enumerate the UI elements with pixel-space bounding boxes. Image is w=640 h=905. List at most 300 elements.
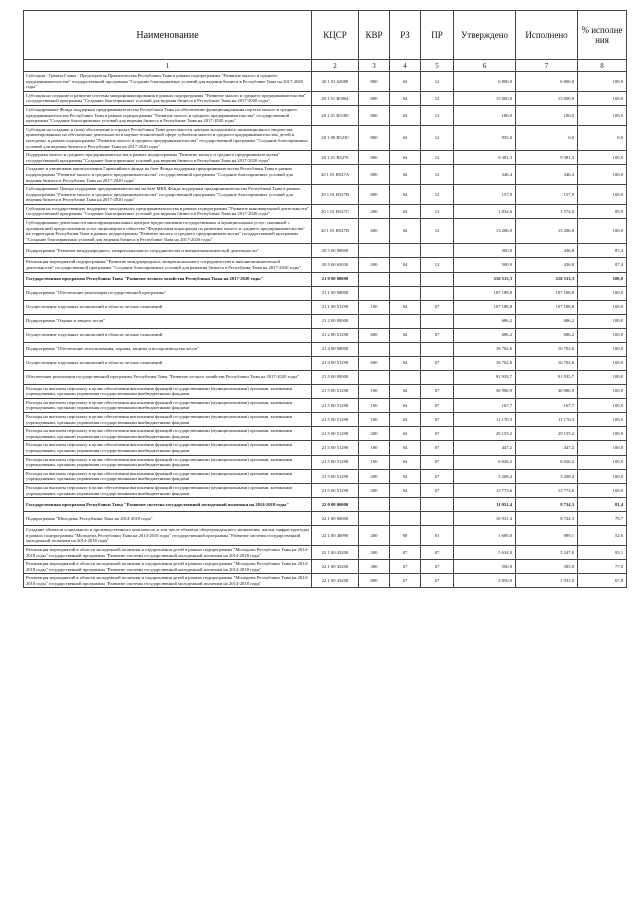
table-row (24, 512, 627, 526)
row-kcsr: 20 1 01 R5180 (312, 105, 359, 125)
row-name: Расходы на выплаты персоналу в целях обеспечения выполнения функций государственными (муниципальными) органами, казенными учреждениями, органами управления государственными внебюджетными фондами (24, 398, 312, 412)
row-pr: 12 (421, 91, 454, 105)
row-pr (421, 512, 454, 526)
row-percent: 79,7 (578, 512, 627, 526)
header-executed: Исполнено (516, 11, 578, 60)
row-executed: 8 724,3 (516, 512, 578, 526)
row-rz: 04 (390, 384, 421, 398)
row-executed: 13 206,0 (516, 219, 578, 244)
row-percent: 100,0 (578, 356, 627, 370)
row-executed: 3 208,4 (516, 469, 578, 483)
row-percent: 67,8 (578, 574, 627, 588)
row-rz: 04 (390, 413, 421, 427)
row-executed: 447,2 (516, 441, 578, 455)
row-approved: 157,9 (454, 185, 516, 205)
row-pr: 07 (421, 384, 454, 398)
row-kvr: 200 (359, 545, 390, 559)
row-kvr: 200 (359, 204, 390, 218)
row-name: Субсидирование деятельности многофункциональных центров предоставления государственных и муниципальных услуг, связанной с организацией предоставления услуг акционерного общества "Федеральная корпорация по развитию малого и среднего предпринимательства" на территории Республики Тыва в рамках подпрограммы "Развитие малого и среднего предпринимательства" государственной программы "Создание благоприятных условий для ведения бизнеса в Республике Тыва на 2017-2020 годы" (24, 219, 312, 244)
table-row (24, 151, 627, 165)
row-kcsr: 21 2 00 00000 (312, 314, 359, 328)
row-rz (390, 286, 421, 300)
column-number: 7 (516, 60, 578, 72)
row-kvr: 100 (359, 455, 390, 469)
row-kcsr: 21 1 00 51290 (312, 300, 359, 314)
row-executed: 11 170,3 (516, 413, 578, 427)
row-percent: 100,0 (578, 342, 627, 356)
row-approved: 180,0 (454, 105, 516, 125)
row-name: Реализация мероприятий подпрограммы "Развитие международного, межрегионального сотрудничества и внешнеэкономической деятельности" государственной программы "Создание благоприятных условий для развития бизнеса в Республике Тыва на 2017-2020 годы" (24, 258, 312, 272)
column-number: 1 (24, 60, 312, 72)
row-percent: 100,0 (578, 384, 627, 398)
row-rz (390, 512, 421, 526)
row-rz: 04 (390, 483, 421, 497)
table-row (24, 244, 627, 258)
row-pr: 12 (421, 105, 454, 125)
row-kcsr: 21 5 00 51290 (312, 483, 359, 497)
row-approved: 13 206,0 (454, 219, 516, 244)
row-kcsr: 22 0 00 00000 (312, 498, 359, 512)
table-row (24, 413, 627, 427)
row-kcsr: 21 5 00 51290 (312, 427, 359, 441)
row-name: Подпрограмма "Обеспечение реализации государственной программы" (24, 286, 312, 300)
row-rz (390, 314, 421, 328)
table-row (24, 286, 627, 300)
table-row (24, 91, 627, 105)
column-number: 6 (454, 60, 516, 72)
row-rz: 04 (390, 258, 421, 272)
row-approved: 6 026,2 (454, 455, 516, 469)
row-executed: 436,8 (516, 258, 578, 272)
row-rz: 04 (390, 441, 421, 455)
row-approved: 107 188,8 (454, 286, 516, 300)
row-executed: 16 702,6 (516, 342, 578, 356)
row-percent: 100,0 (578, 370, 627, 384)
table-header (24, 11, 627, 72)
row-kvr: 800 (359, 105, 390, 125)
row-kvr: 200 (359, 258, 390, 272)
row-approved: 1 689,0 (454, 526, 516, 546)
table-row (24, 219, 627, 244)
row-rz: 04 (390, 219, 421, 244)
row-pr: 07 (421, 483, 454, 497)
row-approved: 11 170,3 (454, 413, 516, 427)
row-kcsr: 20 1 01 R527D (312, 219, 359, 244)
row-approved: 2 850,0 (454, 574, 516, 588)
row-rz: 04 (390, 455, 421, 469)
row-executed: 686,2 (516, 314, 578, 328)
row-kvr: 200 (359, 526, 390, 546)
row-percent: 100,0 (578, 219, 627, 244)
row-approved: 91 935,7 (454, 370, 516, 384)
table-row (24, 384, 627, 398)
row-kcsr: 21 5 00 51290 (312, 469, 359, 483)
row-name: Субсидия - Гранты Главы - Председателя Правительства Республики Тыва в рамках подпрограммы "Развитие малого и среднего предпринимательства" государственной программы "Создание благоприятных условий для ведения бизнеса в Республике Тыва на 2017-2020 годы" (24, 72, 312, 92)
row-name: Расходы на выплаты персоналу в целях обеспечения выполнения функций государственными (муниципальными) органами, казенными учреждениями, органами управления государственными внебюджетными фондами (24, 455, 312, 469)
row-percent: 100,0 (578, 72, 627, 92)
row-name: Государственная программа Республики Тыва "Развитие системы государственной молодежной политики на 2014-2018 годы" (24, 498, 312, 512)
row-pr: 07 (421, 545, 454, 559)
row-rz: 08 (390, 526, 421, 546)
row-rz: 04 (390, 427, 421, 441)
row-percent: 100,0 (578, 91, 627, 105)
row-kvr: 300 (359, 560, 390, 574)
table-row (24, 342, 627, 356)
row-rz: 04 (390, 165, 421, 185)
row-approved: 16 702,6 (454, 356, 516, 370)
row-approved: 16 702,6 (454, 342, 516, 356)
row-pr: 07 (421, 574, 454, 588)
row-approved: 9 381,3 (454, 151, 516, 165)
row-name: Государственная программа Республики Тыва "Развитие лесного хозяйства Республики Тыва на 2017-2020 годы" (24, 272, 312, 286)
row-percent: 0,0 (578, 125, 627, 150)
table-row (24, 455, 627, 469)
row-approved: 955,0 (454, 125, 516, 150)
table-row (24, 526, 627, 546)
row-name: Субсидирование Фонда поддержки предпринимательства Республики Тыва на обеспечение функционирования портала малого и среднего предпринимательства Республики Тыва в рамках подпрограммы "Развитие малого и среднего предпринимательства" государственной программы "Создание благоприятных условий для ведения бизнеса в Республике Тыва на 2017-2020 годы" (24, 105, 312, 125)
row-approved: 107 188,8 (454, 300, 516, 314)
row-executed: 6 800,0 (516, 72, 578, 92)
table-row (24, 328, 627, 342)
row-approved: 167,7 (454, 398, 516, 412)
row-name: Поддержка малого и среднего предпринимательства в рамках подпрограммы "Развитие малого и среднего предпринимательства" государственной программы "Создание благоприятных условий для ведения бизнеса в Республике Тыва на 2017-2020 годы" (24, 151, 312, 165)
row-kcsr: 20 1 01 R527A (312, 165, 359, 185)
header-approved: Утверждено (454, 11, 516, 60)
row-name: Расходы на выплаты персоналу в целях обеспечения выполнения функций государственными (муниципальными) органами, казенными учреждениями, органами управления государственными внебюджетными фондами (24, 427, 312, 441)
row-name: Подпрограмма "Обеспечение использования, охраны, защиты и воспроизводства лесов" (24, 342, 312, 356)
row-name: Реализация мероприятий в области молодежной политики и оздоровления детей в рамках подпрограммы "Молодежь Республики Тыва на 2014-2018 годы" государственной программы "Развитие системы государственной молодежной политики на 2014-2018 годы" (24, 545, 312, 559)
row-kcsr: 20 1 01 R527C (312, 204, 359, 218)
row-name: Подпрограмма "Охрана и защита лесов" (24, 314, 312, 328)
row-percent: 100,0 (578, 105, 627, 125)
column-number: 5 (421, 60, 454, 72)
row-pr: 12 (421, 204, 454, 218)
row-executed: 29 155,2 (516, 427, 578, 441)
row-executed: 107 188,8 (516, 300, 578, 314)
row-kcsr: 22 1 00 43200 (312, 545, 359, 559)
row-pr: 12 (421, 72, 454, 92)
row-kvr (359, 512, 390, 526)
table-row (24, 560, 627, 574)
row-approved: 3 208,4 (454, 469, 516, 483)
row-executed: 436,8 (516, 244, 578, 258)
row-executed: 91 935,7 (516, 370, 578, 384)
row-rz (390, 272, 421, 286)
row-executed: 16 702,6 (516, 356, 578, 370)
row-executed: 6 026,2 (516, 455, 578, 469)
row-approved: 216 513,3 (454, 272, 516, 286)
row-kcsr: 20 1 08 R5230 (312, 125, 359, 150)
row-percent: 100,0 (578, 300, 627, 314)
row-percent: 100,0 (578, 185, 627, 205)
row-rz: 07 (390, 560, 421, 574)
header-name: Наименование (24, 11, 312, 60)
row-kvr: 800 (359, 151, 390, 165)
row-pr (421, 272, 454, 286)
header-column-numbers (24, 60, 627, 72)
row-approved: 29 155,2 (454, 427, 516, 441)
row-name: Расходы на выплаты персоналу в целях обеспечения выполнения функций государственными (муниципальными) органами, казенными учреждениями, органами управления государственными внебюджетными фондами (24, 441, 312, 455)
row-percent: 100,0 (578, 483, 627, 497)
row-executed: 15 000,0 (516, 91, 578, 105)
row-percent: 93,1 (578, 545, 627, 559)
table-row (24, 258, 627, 272)
table-body (24, 72, 627, 588)
row-kvr (359, 272, 390, 286)
row-kvr: 800 (359, 91, 390, 105)
row-percent: 100,0 (578, 328, 627, 342)
row-kcsr: 21 5 00 51290 (312, 413, 359, 427)
row-percent: 52,6 (578, 526, 627, 546)
row-name: Расходы на выплаты персоналу в целях обеспечения выполнения функций государственными (муниципальными) органами, казенными учреждениями, органами управления государственными внебюджетными фондами (24, 384, 312, 398)
row-approved: 500,0 (454, 258, 516, 272)
row-kvr: 100 (359, 413, 390, 427)
row-rz (390, 370, 421, 384)
table-row (24, 469, 627, 483)
row-kvr: 200 (359, 469, 390, 483)
row-kcsr: 20 5 00 65030 (312, 258, 359, 272)
row-kcsr: 20 1 01 62080 (312, 72, 359, 92)
row-kcsr: 20 1 01 R5270 (312, 151, 359, 165)
row-kcsr: 22 1 00 43200 (312, 574, 359, 588)
row-kvr (359, 370, 390, 384)
row-executed: 9 734,3 (516, 498, 578, 512)
row-kcsr: 20 5 00 00000 (312, 244, 359, 258)
row-percent: 100,0 (578, 398, 627, 412)
row-rz (390, 342, 421, 356)
row-percent: 81,4 (578, 498, 627, 512)
row-kcsr: 21 5 00 51290 (312, 384, 359, 398)
row-rz: 07 (390, 574, 421, 588)
row-rz: 04 (390, 91, 421, 105)
row-kvr: 800 (359, 185, 390, 205)
row-pr: 07 (421, 455, 454, 469)
row-kvr: 100 (359, 300, 390, 314)
row-executed: 107 188,8 (516, 286, 578, 300)
row-percent: 87,4 (578, 258, 627, 272)
row-pr: 07 (421, 356, 454, 370)
row-name: Создание объектов социального и производственного комплексов, в том числе объектов общегражданского назначения, жилья, инфраструктуры в рамках подпрограммы "Молодежь Республики Тыва на 2014-2018 годы" государственной программы "Развитие системы государственной молодежной политики на 2014-2018 годы" (24, 526, 312, 546)
row-percent: 100,0 (578, 151, 627, 165)
table-row (24, 498, 627, 512)
budget-execution-table (23, 10, 627, 588)
row-name: Подпрограмма "Молодежь Республики Тыва на 2014-2018 годы" (24, 512, 312, 526)
row-kcsr: 22 1 00 43200 (312, 560, 359, 574)
row-kvr: 600 (359, 219, 390, 244)
row-pr (421, 244, 454, 258)
row-executed: 216 513,3 (516, 272, 578, 286)
row-percent: 85,9 (578, 204, 627, 218)
row-approved: 15 000,0 (454, 91, 516, 105)
row-executed: 0,0 (516, 125, 578, 150)
row-kvr: 600 (359, 356, 390, 370)
row-approved: 6 800,0 (454, 72, 516, 92)
row-executed: 385,0 (516, 560, 578, 574)
row-approved: 10 931,4 (454, 512, 516, 526)
row-kcsr: 22 1 00 00000 (312, 512, 359, 526)
row-kvr: 800 (359, 72, 390, 92)
row-percent: 100,0 (578, 165, 627, 185)
table-row (24, 300, 627, 314)
row-executed: 686,2 (516, 328, 578, 342)
row-executed: 1 574,0 (516, 204, 578, 218)
row-percent: 100,0 (578, 455, 627, 469)
row-percent: 100,0 (578, 469, 627, 483)
row-rz: 04 (390, 328, 421, 342)
table-row (24, 356, 627, 370)
column-number: 8 (578, 60, 627, 72)
row-name: Осуществление отдельных полномочий в области лесных отношений (24, 300, 312, 314)
row-kvr (359, 498, 390, 512)
row-kvr (359, 342, 390, 356)
row-approved: 5 634,0 (454, 545, 516, 559)
row-name: Расходы на выплаты персоналу в целях обеспечения выполнения функций государственными (муниципальными) органами, казенными учреждениями, органами управления государственными внебюджетными фондами (24, 469, 312, 483)
row-percent: 100,0 (578, 413, 627, 427)
header-percent: % исполне ния (578, 11, 627, 60)
row-executed: 9 381,3 (516, 151, 578, 165)
column-number: 2 (312, 60, 359, 72)
row-kvr: 800 (359, 125, 390, 150)
row-percent: 100,0 (578, 314, 627, 328)
table-row (24, 370, 627, 384)
row-kvr (359, 244, 390, 258)
row-kvr: 100 (359, 384, 390, 398)
row-rz: 04 (390, 105, 421, 125)
row-percent: 87,4 (578, 244, 627, 258)
row-rz: 04 (390, 469, 421, 483)
row-kvr: 600 (359, 328, 390, 342)
row-kcsr: 21 5 00 00000 (312, 370, 359, 384)
row-percent: 100,0 (578, 427, 627, 441)
row-rz (390, 244, 421, 258)
row-kcsr: 21 5 00 51290 (312, 455, 359, 469)
row-kvr (359, 286, 390, 300)
column-number: 3 (359, 60, 390, 72)
row-approved: 1 832,6 (454, 204, 516, 218)
row-kcsr: 21 4 00 51290 (312, 356, 359, 370)
row-kcsr: 20 1 01 R527B (312, 185, 359, 205)
row-executed: 346,4 (516, 165, 578, 185)
row-pr: 12 (421, 151, 454, 165)
row-executed: 5 247,0 (516, 545, 578, 559)
row-kcsr: 21 1 00 00000 (312, 286, 359, 300)
row-executed: 180,0 (516, 105, 578, 125)
row-pr: 01 (421, 526, 454, 546)
row-kcsr: 21 2 00 51290 (312, 328, 359, 342)
row-name: Подпрограмма "Развитие международного, межрегионального сотрудничества и внешнеэкономической деятельности" (24, 244, 312, 258)
table-row (24, 483, 627, 497)
row-pr: 07 (421, 560, 454, 574)
row-rz (390, 498, 421, 512)
row-pr: 12 (421, 219, 454, 244)
row-rz: 04 (390, 125, 421, 150)
row-kvr: 100 (359, 398, 390, 412)
row-pr: 07 (421, 441, 454, 455)
row-executed: 1 931,0 (516, 574, 578, 588)
row-kcsr: 22 1 00 40090 (312, 526, 359, 546)
table-row (24, 427, 627, 441)
row-kvr: 100 (359, 441, 390, 455)
table-row (24, 545, 627, 559)
row-kvr: 200 (359, 427, 390, 441)
table-row (24, 165, 627, 185)
row-pr: 07 (421, 469, 454, 483)
row-pr (421, 370, 454, 384)
row-pr: 07 (421, 427, 454, 441)
row-name: Осуществление отдельных полномочий в области лесных отношений (24, 328, 312, 342)
row-kvr: 200 (359, 483, 390, 497)
row-pr (421, 286, 454, 300)
row-kvr: 800 (359, 574, 390, 588)
row-name: Осуществление отдельных полномочий в области лесных отношений (24, 356, 312, 370)
row-pr: 12 (421, 125, 454, 150)
header-kcsr: КЦСР (312, 11, 359, 60)
row-approved: 500,0 (454, 560, 516, 574)
row-kvr: 800 (359, 165, 390, 185)
row-name: Субсидия на государственную поддержку молодежного предпринимательства в рамках подпрограммы "Развитие инновационной деятельности" государственной программы "Создание благоприятных условий для ведения бизнеса в Республике Тыва на 2017-2020 годы" (24, 204, 312, 218)
row-pr: 12 (421, 185, 454, 205)
table-row (24, 441, 627, 455)
row-percent: 100,0 (578, 272, 627, 286)
row-kcsr: 21 0 00 00000 (312, 272, 359, 286)
table-row (24, 574, 627, 588)
row-approved: 500,0 (454, 244, 516, 258)
row-name: Обеспечение реализации государственной программы Республики Тыва "Развитие лесного хозяйства Республики Тыва на 2017-2020 годы" (24, 370, 312, 384)
row-rz: 04 (390, 398, 421, 412)
row-pr: 07 (421, 413, 454, 427)
column-number: 4 (390, 60, 421, 72)
row-executed: 167,7 (516, 398, 578, 412)
row-percent: 100,0 (578, 286, 627, 300)
row-executed: 36 986,9 (516, 384, 578, 398)
row-pr: 12 (421, 165, 454, 185)
row-pr: 07 (421, 398, 454, 412)
header-pr: ПР (421, 11, 454, 60)
header-kvr: КВР (359, 11, 390, 60)
table-row (24, 398, 627, 412)
row-kcsr: 21 4 00 00000 (312, 342, 359, 356)
row-rz: 04 (390, 185, 421, 205)
table-row (24, 185, 627, 205)
row-pr: 07 (421, 328, 454, 342)
table-row (24, 204, 627, 218)
row-kcsr: 21 5 00 51290 (312, 398, 359, 412)
row-executed: 157,9 (516, 185, 578, 205)
row-name: Реализация мероприятий в области молодежной политики и оздоровления детей в рамках подпрограммы "Молодежь Республики Тыва на 2014-2018 годы" государственной программы "Развитие системы государственной молодежной политики на 2014-2018 годы" (24, 574, 312, 588)
table-row (24, 125, 627, 150)
row-name: Создание и увеличение капитализации Гарантийного фонда на базе Фонда поддержки предпринимательства Республики Тыва в рамках подпрограммы "Развитие малого и среднего предпринимательства" государственной программы "Создание благоприятных условий для ведения бизнеса в Республике Тыва на 2017-2020 годы" (24, 165, 312, 185)
row-rz: 04 (390, 151, 421, 165)
row-pr (421, 498, 454, 512)
row-rz: 04 (390, 356, 421, 370)
row-pr (421, 314, 454, 328)
table-row (24, 105, 627, 125)
row-kvr (359, 314, 390, 328)
header-rz: РЗ (390, 11, 421, 60)
row-approved: 11 951,4 (454, 498, 516, 512)
row-name: Расходы на выплаты персоналу в целях обеспечения выполнения функций государственными (муниципальными) органами, казенными учреждениями, органами управления государственными внебюджетными фондами (24, 413, 312, 427)
row-pr: 12 (421, 258, 454, 272)
row-approved: 346,4 (454, 165, 516, 185)
row-kcsr: 20 1 01 R5064 (312, 91, 359, 105)
row-pr (421, 342, 454, 356)
row-executed: 889,1 (516, 526, 578, 546)
row-percent: 100,0 (578, 441, 627, 455)
row-approved: 13 773,6 (454, 483, 516, 497)
row-approved: 447,2 (454, 441, 516, 455)
row-name: Реализация мероприятий в области молодежной политики и оздоровления детей в рамках подпрограммы "Молодежь Республики Тыва на 2014-2018 годы" государственной программы "Развитие системы государственной молодежной политики на 2014-2018 годы" (24, 560, 312, 574)
row-name: Расходы на выплаты персоналу в целях обеспечения выполнения функций государственными (муниципальными) органами, казенными учреждениями, органами управления государственными внебюджетными фондами (24, 483, 312, 497)
